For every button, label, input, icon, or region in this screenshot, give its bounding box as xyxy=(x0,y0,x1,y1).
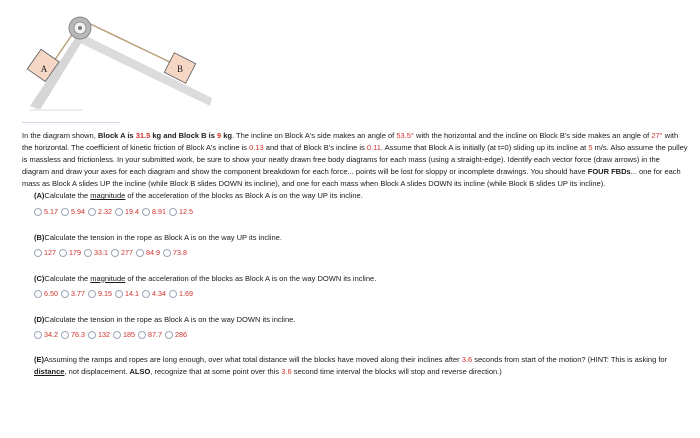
radio-button[interactable] xyxy=(138,331,146,339)
choice-c-2[interactable]: 3.77 xyxy=(61,288,85,300)
radio-button[interactable] xyxy=(142,208,150,216)
radio-button[interactable] xyxy=(115,208,123,216)
radio-button[interactable] xyxy=(88,331,96,339)
choice-b-5[interactable]: 84.9 xyxy=(136,247,160,259)
radio-button[interactable] xyxy=(59,249,67,257)
radio-button[interactable] xyxy=(169,290,177,298)
answer-choices-d xyxy=(22,329,688,341)
choice-b-1[interactable]: 127 xyxy=(34,247,56,259)
choice-b-3[interactable]: 33.1 xyxy=(84,247,108,259)
radio-button[interactable] xyxy=(165,331,173,339)
question-a-text: (A)Calculate the magnitude of the acceleration of the blocks as Block A is on the way UP its incline. xyxy=(34,191,363,201)
radio-button[interactable] xyxy=(142,290,150,298)
choice-a-1[interactable]: 5.17 xyxy=(34,206,58,218)
question-a xyxy=(22,190,688,217)
question-d xyxy=(22,314,688,341)
question-d-text: (D)Calculate the tension in the rope as Block A is on the way DOWN its incline. xyxy=(34,314,296,324)
radio-button[interactable] xyxy=(115,290,123,298)
question-e xyxy=(22,354,688,378)
radio-button[interactable] xyxy=(169,208,177,216)
choice-c-4[interactable]: 14.1 xyxy=(115,288,139,300)
question-b xyxy=(22,232,688,259)
choice-d-5[interactable]: 87.7 xyxy=(138,329,162,341)
choice-c-1[interactable]: 6.50 xyxy=(34,288,58,300)
radio-button[interactable] xyxy=(34,208,42,216)
radio-button[interactable] xyxy=(34,249,42,257)
choice-d-6[interactable]: 286 xyxy=(165,329,187,341)
question-b-text: (B)Calculate the tension in the rope as Block A is on the way UP its incline. xyxy=(34,232,282,242)
question-e-text: (E)Assuming the ramps and ropes are long enough, over what total distance will the blocks have moved along their inclines after 3.6 seconds from start of the motion? (HINT: This is asking for distance, not displacement. ALSO, recognize that at some point over this 3.6 second time interval the blocks will stop and reverse direction.) xyxy=(34,354,668,376)
divider xyxy=(22,122,120,123)
choice-d-4[interactable]: 185 xyxy=(113,329,135,341)
choice-c-3[interactable]: 9.15 xyxy=(88,288,112,300)
radio-button[interactable] xyxy=(88,208,96,216)
choice-d-3[interactable]: 132 xyxy=(88,329,110,341)
radio-button[interactable] xyxy=(113,331,121,339)
answer-choices-b xyxy=(22,247,688,259)
choice-c-5[interactable]: 4.34 xyxy=(142,288,166,300)
answer-choices-a xyxy=(22,206,688,218)
question-c xyxy=(22,273,688,300)
radio-button[interactable] xyxy=(34,290,42,298)
radio-button[interactable] xyxy=(136,249,144,257)
incline-diagram xyxy=(22,6,232,124)
choice-b-2[interactable]: 179 xyxy=(59,247,81,259)
choice-a-2[interactable]: 5.94 xyxy=(61,206,85,218)
problem-statement: In the diagram shown, Block A is 31.5 kg and Block B is 9 kg. The incline on Block A's side makes an angle of 53.5° with the horizontal and the incline on Block B's side makes an angle of 27° with the horizontal. The coefficient of kinetic friction of Block A's incline is 0.13 and that of Block B's incline is 0.11. Assume that Block A is initially (at t=0) sliding up its incline at 5 m/s. Also assume the pulley is massless and frictionless. In your submitted work, be sure to show your neatly drawn free body diagrams for each mass (using a straight-edge). Identify each vector force (draw arrows) in the diagram and draw your axes for each diagram and show the component breakdown for each force... points will be lost for sloppy or incomplete drawings. You should have FOUR FBDs... one for each mass as Block A slides UP the incline (while Block B slides DOWN its incline), and one for each mass when Block A slides DOWN its incline (while Block B slides UP its incline). xyxy=(22,131,688,189)
answer-choices-c xyxy=(22,288,688,300)
radio-button[interactable] xyxy=(163,249,171,257)
choice-c-6[interactable]: 1.69 xyxy=(169,288,193,300)
choice-b-4[interactable]: 277 xyxy=(111,247,133,259)
radio-button[interactable] xyxy=(88,290,96,298)
problem-content xyxy=(22,130,688,378)
choice-a-6[interactable]: 12.5 xyxy=(169,206,193,218)
choice-a-5[interactable]: 8.91 xyxy=(142,206,166,218)
choice-b-6[interactable]: 73.8 xyxy=(163,247,187,259)
block-b-label: B xyxy=(176,64,184,74)
radio-button[interactable] xyxy=(61,208,69,216)
choice-a-3[interactable]: 2.32 xyxy=(88,206,112,218)
question-c-text: (C)Calculate the magnitude of the acceleration of the blocks as Block A is on the way DOWN its incline. xyxy=(34,273,377,283)
choice-d-1[interactable]: 34.2 xyxy=(34,329,58,341)
choice-a-4[interactable]: 19.4 xyxy=(115,206,139,218)
radio-button[interactable] xyxy=(61,290,69,298)
radio-button[interactable] xyxy=(84,249,92,257)
block-a-label: A xyxy=(40,64,48,74)
choice-d-2[interactable]: 76.3 xyxy=(61,329,85,341)
radio-button[interactable] xyxy=(34,331,42,339)
radio-button[interactable] xyxy=(111,249,119,257)
radio-button[interactable] xyxy=(61,331,69,339)
